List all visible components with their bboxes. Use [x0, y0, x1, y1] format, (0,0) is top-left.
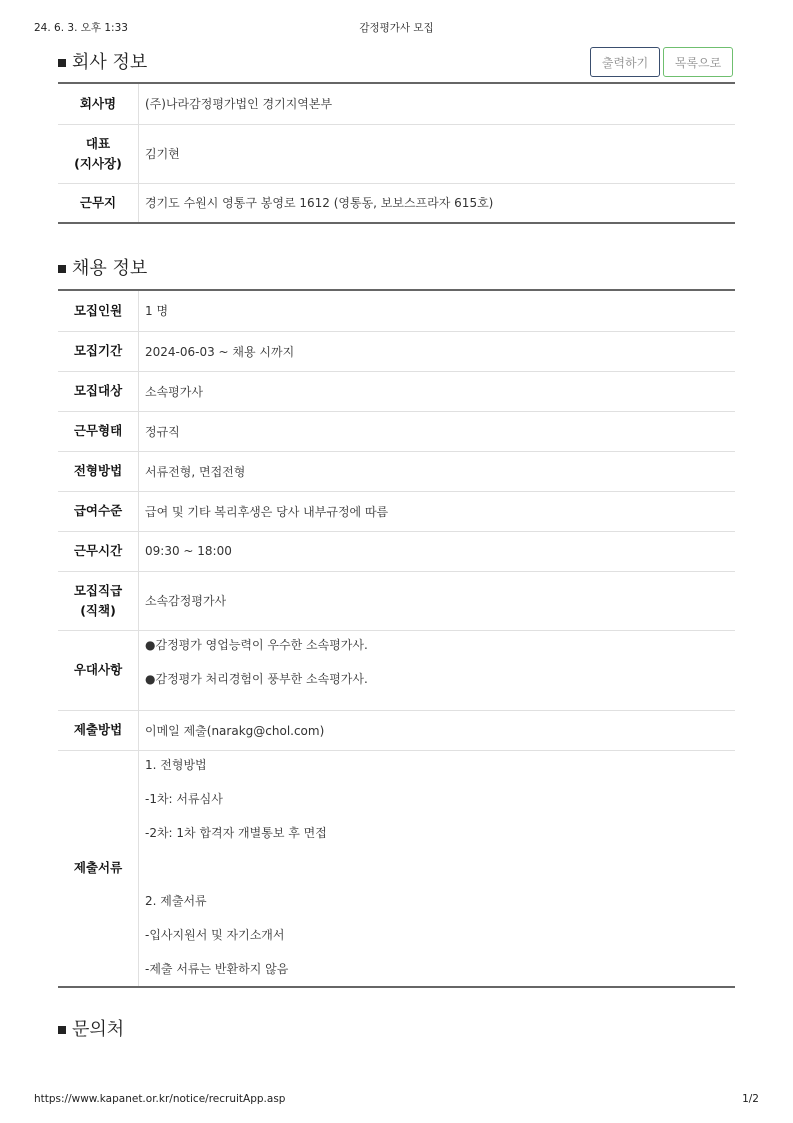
table-row — [58, 124, 735, 183]
print-page-number: 1/2 — [742, 1093, 759, 1105]
representative-value: 김기현 — [139, 124, 736, 183]
submission-method-value: 이메일 제출(narakg@chol.com) — [139, 710, 736, 750]
list-item: ●감정평가 처리경험이 풍부한 소속평가사. — [145, 671, 368, 686]
square-bullet-icon — [58, 265, 66, 273]
row-label: 우대사항 — [58, 630, 139, 710]
row-value: 소속감정평가사 — [139, 571, 736, 630]
row-value: 소속평가사 — [139, 371, 736, 411]
row-label — [58, 571, 139, 630]
row-label: 근무시간 — [58, 531, 139, 571]
table-row — [58, 710, 735, 750]
recruit-info-table — [58, 289, 735, 988]
row-label — [58, 124, 139, 183]
recruit-heading: 채용 정보 — [72, 258, 148, 279]
print-datetime: 24. 6. 3. 오후 1:33 — [34, 22, 128, 34]
table-row — [58, 630, 735, 710]
recruit-section-title — [58, 254, 147, 280]
row-value: 급여 및 기타 복리후생은 당사 내부규정에 따름 — [139, 491, 736, 531]
row-value: 서류전형, 면접전형 — [139, 451, 736, 491]
list-button[interactable]: 목록으로 — [663, 47, 733, 77]
label-line: (직책) — [80, 602, 116, 618]
list-item: -입사지원서 및 자기소개서 — [145, 927, 285, 942]
square-bullet-icon — [58, 1026, 66, 1034]
table-row — [58, 750, 735, 987]
list-item: ●감정평가 영업능력이 우수한 소속평가사. — [145, 637, 368, 652]
list-item: 1. 전형방법 — [145, 757, 207, 772]
print-url: https://www.kapanet.or.kr/notice/recruitApp.asp — [34, 1093, 286, 1105]
table-row — [58, 411, 735, 451]
table-row — [58, 183, 735, 223]
print-button[interactable]: 출력하기 — [590, 47, 660, 77]
contact-section-title — [58, 1015, 124, 1041]
row-label: 모집대상 — [58, 371, 139, 411]
row-label: 급여수준 — [58, 491, 139, 531]
row-label: 근무지 — [58, 183, 139, 223]
company-info-table — [58, 82, 735, 224]
row-value: 1 명 — [139, 290, 736, 331]
label-line: 대표 — [85, 135, 111, 151]
company-heading: 회사 정보 — [72, 52, 148, 73]
row-label: 모집인원 — [58, 290, 139, 331]
row-label: 회사명 — [58, 83, 139, 124]
list-item: -2차: 1차 합격자 개별통보 후 면접 — [145, 825, 327, 840]
print-page-title: 감정평가사 모집 — [359, 22, 434, 34]
row-label: 근무형태 — [58, 411, 139, 451]
table-row — [58, 290, 735, 331]
row-value: 2024-06-03 ~ 채용 시까지 — [139, 331, 736, 371]
table-row — [58, 491, 735, 531]
table-row — [58, 451, 735, 491]
list-item — [145, 858, 735, 892]
table-row — [58, 371, 735, 411]
table-row — [58, 531, 735, 571]
row-label: 제출서류 — [58, 750, 139, 987]
row-label: 제출방법 — [58, 710, 139, 750]
row-value: 09:30 ~ 18:00 — [139, 531, 736, 571]
label-line: 모집직급 — [73, 582, 123, 598]
contact-heading: 문의처 — [72, 1019, 125, 1040]
label-line: (지사장) — [74, 155, 122, 171]
workplace-value: 경기도 수원시 영통구 봉영로 1612 (영통동, 보보스프라자 615호) — [145, 196, 494, 211]
company-name-value: (주)나라감정평가법인 경기지역본부 — [139, 83, 736, 124]
list-item: 2. 제출서류 — [145, 893, 207, 908]
company-section-title — [58, 48, 147, 74]
preferred-qualifications — [139, 630, 736, 710]
list-item: -1차: 서류심사 — [145, 791, 223, 806]
table-row — [58, 83, 735, 124]
submission-documents — [139, 750, 736, 987]
table-row — [58, 571, 735, 630]
row-label: 모집기간 — [58, 331, 139, 371]
row-value: 정규직 — [139, 411, 736, 451]
list-item: -제출 서류는 반환하지 않음 — [145, 961, 289, 976]
square-bullet-icon — [58, 59, 66, 67]
row-label: 전형방법 — [58, 451, 139, 491]
table-row — [58, 331, 735, 371]
